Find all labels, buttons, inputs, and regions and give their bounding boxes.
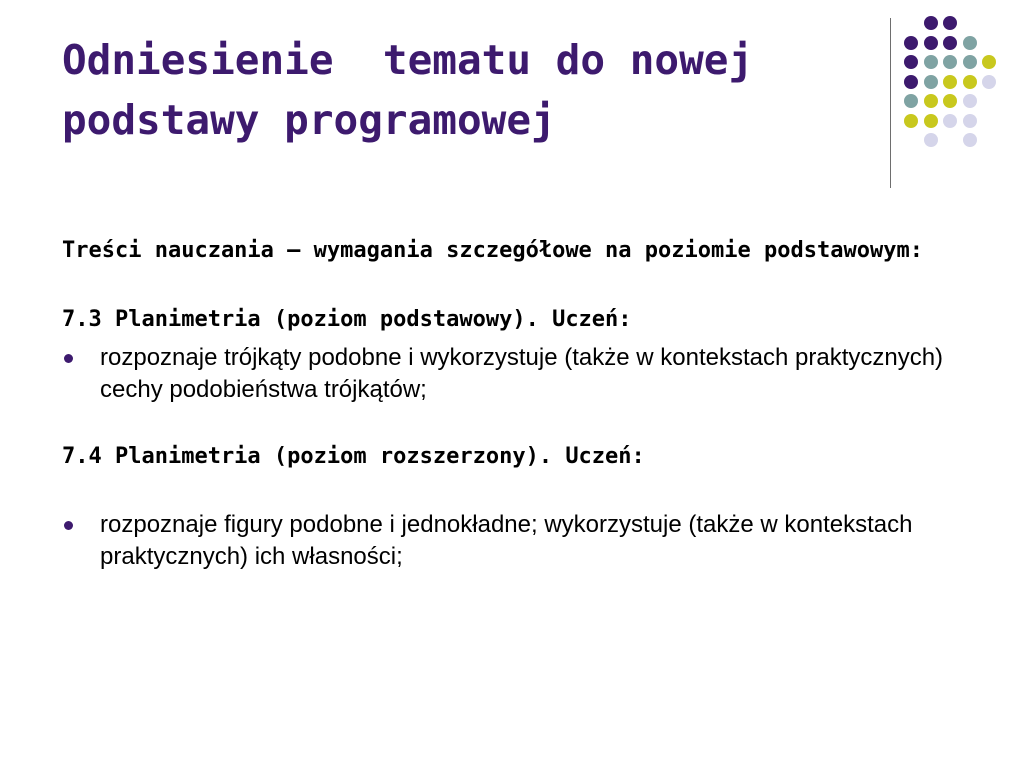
- decorative-dot: [963, 75, 977, 89]
- decorative-dot: [963, 94, 977, 108]
- decorative-dot: [943, 75, 957, 89]
- decorative-dot: [963, 133, 977, 147]
- decorative-dot: [943, 36, 957, 50]
- decorative-dot: [924, 55, 938, 69]
- list-item-text: rozpoznaje trójkąty podobne i wykorzystuje (także w kontekstach praktycznych) cechy podobieństwa trójkątów;: [100, 344, 944, 403]
- decorative-dot: [963, 55, 977, 69]
- decorative-dot: [904, 114, 918, 128]
- content-heading: Treści nauczania – wymagania szczegółowe na poziomie podstawowym:: [62, 238, 923, 263]
- decorative-dot: [943, 55, 957, 69]
- decorative-dot: [982, 55, 996, 69]
- list-item: [62, 509, 982, 573]
- section-heading-7-3: 7.3 Planimetria (poziom podstawowy). Uczeń:: [62, 307, 632, 332]
- decorative-dot: [924, 16, 938, 30]
- decorative-dot: [904, 75, 918, 89]
- decorative-dot: [943, 94, 957, 108]
- title-divider: [890, 18, 891, 188]
- decorative-dot: [924, 114, 938, 128]
- bullet-icon: [64, 521, 73, 530]
- bullet-icon: [64, 354, 73, 363]
- decorative-dot: [943, 16, 957, 30]
- decorative-dot: [924, 75, 938, 89]
- list-item: [62, 342, 982, 406]
- decorative-dot: [924, 94, 938, 108]
- decorative-dot: [943, 114, 957, 128]
- slide-content: [62, 236, 982, 573]
- section-heading-7-4: 7.4 Planimetria (poziom rozszerzony). Uczeń:: [62, 444, 645, 469]
- decorative-dot: [904, 55, 918, 69]
- decorative-dot: [924, 133, 938, 147]
- decorative-dot: [963, 36, 977, 50]
- decorative-dot: [904, 94, 918, 108]
- list-item-text: rozpoznaje figury podobne i jednokładne; wykorzystuje (także w kontekstach praktycznych) ich własności;: [100, 511, 913, 570]
- slide-title: Odniesienie tematu do nowej podstawy programowej: [62, 36, 778, 144]
- decorative-dot: [982, 75, 996, 89]
- decorative-dot: [963, 114, 977, 128]
- decorative-dot: [924, 36, 938, 50]
- decorative-dot: [904, 36, 918, 50]
